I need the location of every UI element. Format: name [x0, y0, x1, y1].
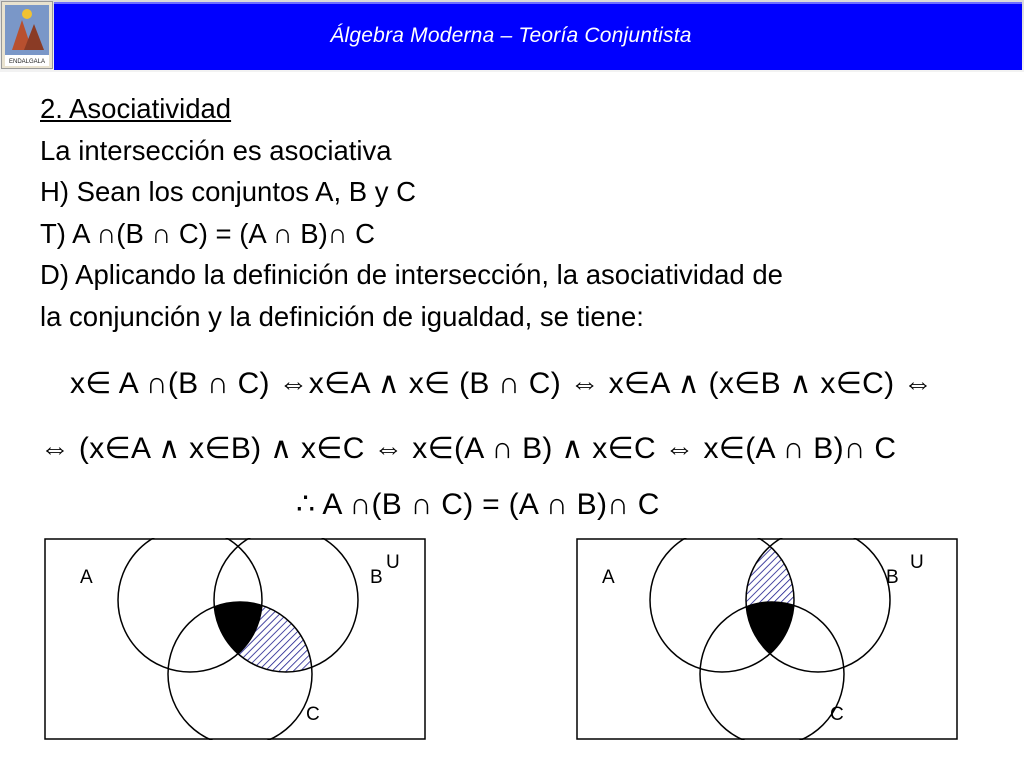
thesis-text: T) A ∩(B ∩ C) = (A ∩ B)∩ C — [40, 217, 376, 249]
venn-diagram-right — [576, 538, 958, 740]
venn-diagram-left — [44, 538, 426, 740]
logo-text: ENDALGALA — [8, 59, 46, 65]
label-c: C — [306, 704, 320, 725]
label-b: B — [886, 567, 899, 588]
section-heading: 2. Asociatividad — [40, 93, 232, 124]
slide-header — [0, 0, 1024, 72]
label-a: A — [80, 567, 93, 588]
hypothesis-text: H) Sean los conjuntos A, B y C — [40, 176, 417, 207]
label-u: U — [910, 552, 924, 573]
proof-text-line-2: la conjunción y la definición de igualdad, se tiene: — [40, 300, 644, 332]
formula-line-2: ⇔ (x∈A ∧ x∈B) ∧ x∈C ⇔ x∈(A ∩ B) ∧ x∈C ⇔ x∈(A ∩ B)∩ C — [40, 432, 897, 465]
label-b: B — [370, 567, 383, 588]
label-c: C — [830, 704, 844, 725]
formula-line-1: x∈ A ∩(B ∩ C) ⇔x∈A ∧ x∈ (B ∩ C) ⇔ x∈A ∧ (x∈B ∧ x∈C) ⇔ — [70, 367, 934, 400]
proof-text-line-1: D) Aplicando la definición de intersección, la asociatividad de — [40, 259, 783, 290]
statement-text: La intersección es asociativa — [40, 134, 392, 166]
conclusion-formula: ∴ A ∩(B ∩ C) = (A ∩ B)∩ C — [296, 488, 660, 521]
label-a: A — [602, 567, 615, 588]
slide-body — [40, 88, 1020, 337]
slide-title: Álgebra Moderna – Teoría Conjuntista — [330, 24, 692, 47]
label-u: U — [386, 552, 400, 573]
